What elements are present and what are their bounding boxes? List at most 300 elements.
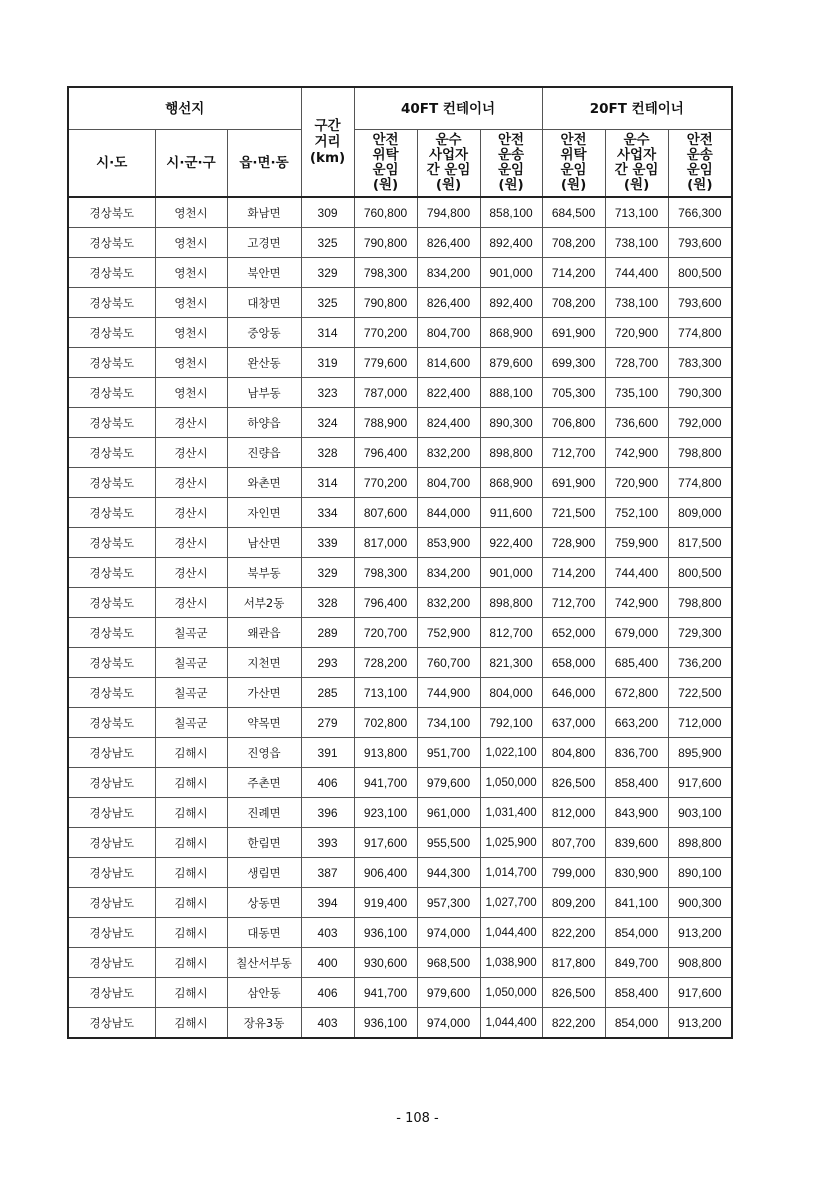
cell-eupmyeondong: 지천면 [227, 648, 301, 678]
cell-20ft-safe-transport: 908,800 [668, 948, 732, 978]
cell-20ft-safe-transport: 895,900 [668, 738, 732, 768]
cell-distance: 403 [301, 1008, 354, 1039]
cell-eupmyeondong: 왜관읍 [227, 618, 301, 648]
cell-40ft-safe-consign: 796,400 [354, 438, 417, 468]
cell-20ft-carrier: 836,700 [605, 738, 668, 768]
cell-distance: 323 [301, 378, 354, 408]
cell-40ft-safe-consign: 770,200 [354, 468, 417, 498]
cell-20ft-carrier: 849,700 [605, 948, 668, 978]
header-distance [301, 87, 354, 197]
cell-sido: 경상남도 [68, 828, 155, 858]
cell-sigungu: 경산시 [155, 498, 227, 528]
cell-40ft-carrier: 744,900 [417, 678, 480, 708]
cell-20ft-safe-transport: 903,100 [668, 798, 732, 828]
cell-20ft-safe-consign: 658,000 [542, 648, 605, 678]
cell-distance: 387 [301, 858, 354, 888]
cell-distance: 329 [301, 258, 354, 288]
cell-sido: 경상북도 [68, 498, 155, 528]
table-row [68, 948, 732, 978]
table-row [68, 888, 732, 918]
cell-eupmyeondong: 중앙동 [227, 318, 301, 348]
cell-20ft-carrier: 854,000 [605, 918, 668, 948]
cell-eupmyeondong: 가산면 [227, 678, 301, 708]
cell-20ft-safe-transport: 890,100 [668, 858, 732, 888]
table-row [68, 798, 732, 828]
cell-20ft-safe-transport: 783,300 [668, 348, 732, 378]
cell-20ft-carrier: 685,400 [605, 648, 668, 678]
table-row [68, 197, 732, 228]
cell-20ft-safe-transport: 800,500 [668, 258, 732, 288]
cell-20ft-safe-consign: 684,500 [542, 197, 605, 228]
table-row [68, 258, 732, 288]
cell-20ft-carrier: 672,800 [605, 678, 668, 708]
cell-20ft-safe-transport: 913,200 [668, 1008, 732, 1039]
table-row [68, 618, 732, 648]
cell-40ft-safe-transport: 1,050,000 [480, 768, 542, 798]
cell-distance: 394 [301, 888, 354, 918]
cell-sido: 경상북도 [68, 438, 155, 468]
cell-20ft-carrier: 858,400 [605, 768, 668, 798]
cell-eupmyeondong: 약목면 [227, 708, 301, 738]
cell-40ft-safe-consign: 913,800 [354, 738, 417, 768]
cell-distance: 339 [301, 528, 354, 558]
cell-eupmyeondong: 생림면 [227, 858, 301, 888]
table-row [68, 438, 732, 468]
cell-20ft-safe-consign: 826,500 [542, 978, 605, 1008]
cell-sigungu: 영천시 [155, 258, 227, 288]
table-row [68, 348, 732, 378]
header-40ft-safe-consign-rate: 안전 위탁 운임 (원) [354, 130, 417, 198]
cell-40ft-safe-transport: 901,000 [480, 258, 542, 288]
cell-distance: 393 [301, 828, 354, 858]
cell-sido: 경상북도 [68, 678, 155, 708]
table-row [68, 1008, 732, 1039]
header-20ft-container: 20FT 컨테이너 [542, 87, 732, 130]
cell-20ft-safe-consign: 728,900 [542, 528, 605, 558]
cell-40ft-carrier: 853,900 [417, 528, 480, 558]
cell-sido: 경상북도 [68, 618, 155, 648]
cell-distance: 406 [301, 978, 354, 1008]
cell-40ft-safe-consign: 720,700 [354, 618, 417, 648]
cell-40ft-carrier: 968,500 [417, 948, 480, 978]
cell-20ft-carrier: 830,900 [605, 858, 668, 888]
cell-40ft-carrier: 974,000 [417, 1008, 480, 1039]
header-sido: 시·도 [68, 130, 155, 198]
cell-20ft-carrier: 713,100 [605, 197, 668, 228]
cell-eupmyeondong: 북안면 [227, 258, 301, 288]
cell-eupmyeondong: 진례면 [227, 798, 301, 828]
cell-40ft-carrier: 824,400 [417, 408, 480, 438]
cell-20ft-safe-transport: 736,200 [668, 648, 732, 678]
cell-40ft-safe-consign: 728,200 [354, 648, 417, 678]
cell-sido: 경상북도 [68, 468, 155, 498]
cell-sigungu: 영천시 [155, 288, 227, 318]
cell-40ft-carrier: 826,400 [417, 288, 480, 318]
cell-sido: 경상북도 [68, 288, 155, 318]
cell-40ft-safe-consign: 790,800 [354, 228, 417, 258]
cell-eupmyeondong: 완산동 [227, 348, 301, 378]
cell-20ft-safe-consign: 637,000 [542, 708, 605, 738]
table-row [68, 708, 732, 738]
cell-sigungu: 영천시 [155, 348, 227, 378]
cell-sigungu: 영천시 [155, 197, 227, 228]
cell-20ft-safe-consign: 809,200 [542, 888, 605, 918]
cell-20ft-safe-transport: 712,000 [668, 708, 732, 738]
cell-40ft-safe-consign: 788,900 [354, 408, 417, 438]
cell-distance: 396 [301, 798, 354, 828]
cell-40ft-carrier: 832,200 [417, 588, 480, 618]
cell-20ft-safe-transport: 798,800 [668, 588, 732, 618]
header-destination: 행선지 [68, 87, 301, 130]
cell-sigungu: 경산시 [155, 468, 227, 498]
cell-20ft-safe-transport: 809,000 [668, 498, 732, 528]
cell-40ft-safe-transport: 911,600 [480, 498, 542, 528]
cell-sigungu: 김해시 [155, 978, 227, 1008]
cell-eupmyeondong: 서부2동 [227, 588, 301, 618]
header-eupmyeondong: 읍·면·동 [227, 130, 301, 198]
cell-20ft-safe-transport: 917,600 [668, 978, 732, 1008]
cell-eupmyeondong: 삼안동 [227, 978, 301, 1008]
cell-distance: 328 [301, 588, 354, 618]
cell-20ft-safe-transport: 913,200 [668, 918, 732, 948]
cell-40ft-carrier: 826,400 [417, 228, 480, 258]
cell-sigungu: 칠곡군 [155, 648, 227, 678]
cell-sigungu: 칠곡군 [155, 618, 227, 648]
table-body [68, 197, 732, 1038]
cell-20ft-carrier: 839,600 [605, 828, 668, 858]
cell-20ft-safe-consign: 691,900 [542, 318, 605, 348]
cell-sido: 경상북도 [68, 408, 155, 438]
cell-sigungu: 영천시 [155, 228, 227, 258]
cell-eupmyeondong: 진영읍 [227, 738, 301, 768]
cell-40ft-carrier: 804,700 [417, 318, 480, 348]
cell-sido: 경상북도 [68, 588, 155, 618]
cell-distance: 334 [301, 498, 354, 528]
cell-40ft-safe-transport: 1,050,000 [480, 978, 542, 1008]
cell-40ft-carrier: 844,000 [417, 498, 480, 528]
cell-40ft-safe-consign: 906,400 [354, 858, 417, 888]
cell-distance: 324 [301, 408, 354, 438]
cell-20ft-carrier: 742,900 [605, 588, 668, 618]
cell-20ft-safe-consign: 646,000 [542, 678, 605, 708]
cell-40ft-safe-transport: 1,038,900 [480, 948, 542, 978]
cell-distance: 314 [301, 468, 354, 498]
cell-40ft-safe-transport: 1,044,400 [480, 918, 542, 948]
cell-20ft-carrier: 663,200 [605, 708, 668, 738]
cell-40ft-safe-transport: 868,900 [480, 318, 542, 348]
cell-sido: 경상남도 [68, 918, 155, 948]
cell-eupmyeondong: 대창면 [227, 288, 301, 318]
cell-20ft-safe-transport: 793,600 [668, 228, 732, 258]
cell-40ft-safe-transport: 888,100 [480, 378, 542, 408]
cell-40ft-safe-consign: 936,100 [354, 1008, 417, 1039]
table-row [68, 678, 732, 708]
cell-40ft-safe-consign: 798,300 [354, 258, 417, 288]
cell-eupmyeondong: 화남면 [227, 197, 301, 228]
cell-40ft-safe-transport: 898,800 [480, 588, 542, 618]
cell-20ft-safe-consign: 817,800 [542, 948, 605, 978]
cell-eupmyeondong: 상동면 [227, 888, 301, 918]
cell-40ft-safe-transport: 821,300 [480, 648, 542, 678]
cell-20ft-carrier: 843,900 [605, 798, 668, 828]
cell-20ft-carrier: 744,400 [605, 258, 668, 288]
cell-20ft-carrier: 744,400 [605, 558, 668, 588]
cell-40ft-carrier: 804,700 [417, 468, 480, 498]
cell-20ft-safe-transport: 774,800 [668, 468, 732, 498]
cell-40ft-carrier: 951,700 [417, 738, 480, 768]
cell-40ft-safe-transport: 812,700 [480, 618, 542, 648]
cell-40ft-safe-transport: 858,100 [480, 197, 542, 228]
cell-40ft-carrier: 822,400 [417, 378, 480, 408]
cell-20ft-carrier: 738,100 [605, 288, 668, 318]
table-row [68, 978, 732, 1008]
cell-20ft-safe-transport: 790,300 [668, 378, 732, 408]
cell-40ft-safe-consign: 787,000 [354, 378, 417, 408]
cell-40ft-carrier: 834,200 [417, 258, 480, 288]
cell-20ft-safe-consign: 705,300 [542, 378, 605, 408]
cell-40ft-safe-consign: 779,600 [354, 348, 417, 378]
cell-40ft-carrier: 752,900 [417, 618, 480, 648]
cell-40ft-safe-consign: 702,800 [354, 708, 417, 738]
cell-40ft-carrier: 760,700 [417, 648, 480, 678]
cell-20ft-safe-transport: 800,500 [668, 558, 732, 588]
cell-40ft-safe-consign: 930,600 [354, 948, 417, 978]
cell-20ft-safe-consign: 712,700 [542, 438, 605, 468]
cell-sido: 경상북도 [68, 348, 155, 378]
cell-distance: 329 [301, 558, 354, 588]
header-distance-label: 구간 거리 (km) [309, 118, 346, 166]
cell-eupmyeondong: 대동면 [227, 918, 301, 948]
table-row [68, 588, 732, 618]
cell-distance: 391 [301, 738, 354, 768]
cell-40ft-safe-consign: 941,700 [354, 768, 417, 798]
cell-40ft-safe-transport: 1,022,100 [480, 738, 542, 768]
cell-40ft-carrier: 955,500 [417, 828, 480, 858]
cell-eupmyeondong: 와촌면 [227, 468, 301, 498]
cell-40ft-safe-consign: 760,800 [354, 197, 417, 228]
cell-40ft-safe-consign: 917,600 [354, 828, 417, 858]
cell-sido: 경상북도 [68, 708, 155, 738]
cell-sido: 경상남도 [68, 858, 155, 888]
cell-eupmyeondong: 자인면 [227, 498, 301, 528]
cell-distance: 325 [301, 228, 354, 258]
cell-20ft-carrier: 735,100 [605, 378, 668, 408]
cell-20ft-carrier: 759,900 [605, 528, 668, 558]
cell-40ft-carrier: 944,300 [417, 858, 480, 888]
cell-20ft-safe-consign: 708,200 [542, 228, 605, 258]
cell-20ft-safe-transport: 817,500 [668, 528, 732, 558]
cell-sido: 경상남도 [68, 798, 155, 828]
cell-20ft-carrier: 728,700 [605, 348, 668, 378]
cell-sigungu: 김해시 [155, 948, 227, 978]
table-row [68, 528, 732, 558]
cell-40ft-safe-transport: 1,025,900 [480, 828, 542, 858]
cell-20ft-safe-transport: 774,800 [668, 318, 732, 348]
cell-20ft-safe-consign: 712,700 [542, 588, 605, 618]
cell-sigungu: 김해시 [155, 1008, 227, 1039]
cell-sido: 경상남도 [68, 738, 155, 768]
cell-20ft-safe-consign: 807,700 [542, 828, 605, 858]
cell-eupmyeondong: 주촌면 [227, 768, 301, 798]
cell-eupmyeondong: 하양읍 [227, 408, 301, 438]
header-sigungu: 시·군·구 [155, 130, 227, 198]
cell-sigungu: 김해시 [155, 738, 227, 768]
cell-40ft-safe-consign: 713,100 [354, 678, 417, 708]
cell-40ft-carrier: 974,000 [417, 918, 480, 948]
cell-40ft-carrier: 979,600 [417, 978, 480, 1008]
cell-distance: 403 [301, 918, 354, 948]
cell-sido: 경상남도 [68, 768, 155, 798]
cell-sido: 경상남도 [68, 948, 155, 978]
cell-20ft-safe-transport: 917,600 [668, 768, 732, 798]
cell-sigungu: 경산시 [155, 558, 227, 588]
table-row [68, 858, 732, 888]
cell-40ft-carrier: 814,600 [417, 348, 480, 378]
cell-40ft-safe-transport: 898,800 [480, 438, 542, 468]
cell-20ft-carrier: 679,000 [605, 618, 668, 648]
cell-sido: 경상북도 [68, 378, 155, 408]
cell-20ft-carrier: 720,900 [605, 318, 668, 348]
cell-20ft-safe-consign: 652,000 [542, 618, 605, 648]
cell-20ft-safe-transport: 900,300 [668, 888, 732, 918]
cell-sigungu: 칠곡군 [155, 678, 227, 708]
cell-eupmyeondong: 남부동 [227, 378, 301, 408]
cell-40ft-safe-consign: 770,200 [354, 318, 417, 348]
header-20ft-safe-consign-rate: 안전 위탁 운임 (원) [542, 130, 605, 198]
cell-20ft-safe-transport: 793,600 [668, 288, 732, 318]
cell-sigungu: 영천시 [155, 378, 227, 408]
table-row [68, 828, 732, 858]
cell-40ft-safe-consign: 817,000 [354, 528, 417, 558]
cell-20ft-safe-consign: 822,200 [542, 918, 605, 948]
cell-20ft-carrier: 841,100 [605, 888, 668, 918]
page-number: - 108 - [396, 1111, 439, 1126]
cell-sigungu: 칠곡군 [155, 708, 227, 738]
cell-40ft-safe-consign: 796,400 [354, 588, 417, 618]
cell-40ft-safe-consign: 790,800 [354, 288, 417, 318]
cell-40ft-safe-transport: 890,300 [480, 408, 542, 438]
cell-distance: 406 [301, 768, 354, 798]
cell-eupmyeondong: 칠산서부동 [227, 948, 301, 978]
header-40ft-safe-transport-rate: 안전 운송 운임 (원) [480, 130, 542, 198]
cell-sigungu: 김해시 [155, 828, 227, 858]
cell-40ft-safe-transport: 1,014,700 [480, 858, 542, 888]
cell-distance: 309 [301, 197, 354, 228]
cell-40ft-safe-transport: 922,400 [480, 528, 542, 558]
cell-20ft-safe-consign: 691,900 [542, 468, 605, 498]
cell-40ft-safe-transport: 892,400 [480, 228, 542, 258]
cell-sido: 경상북도 [68, 648, 155, 678]
cell-20ft-safe-consign: 799,000 [542, 858, 605, 888]
cell-20ft-carrier: 720,900 [605, 468, 668, 498]
cell-40ft-safe-transport: 1,031,400 [480, 798, 542, 828]
cell-20ft-carrier: 738,100 [605, 228, 668, 258]
cell-20ft-safe-consign: 714,200 [542, 258, 605, 288]
cell-distance: 314 [301, 318, 354, 348]
cell-20ft-safe-transport: 766,300 [668, 197, 732, 228]
cell-distance: 400 [301, 948, 354, 978]
cell-40ft-safe-transport: 1,044,400 [480, 1008, 542, 1039]
header-20ft-safe-transport-rate: 안전 운송 운임 (원) [668, 130, 732, 198]
table-row [68, 918, 732, 948]
table-row [68, 468, 732, 498]
cell-40ft-carrier: 734,100 [417, 708, 480, 738]
cell-40ft-carrier: 794,800 [417, 197, 480, 228]
header-20ft-carrier-rate: 운수 사업자 간 운임 (원) [605, 130, 668, 198]
cell-sigungu: 영천시 [155, 318, 227, 348]
table-row [68, 378, 732, 408]
table-row [68, 738, 732, 768]
header-40ft-container: 40FT 컨테이너 [354, 87, 542, 130]
cell-20ft-safe-consign: 812,000 [542, 798, 605, 828]
table-row [68, 288, 732, 318]
cell-sido: 경상북도 [68, 558, 155, 588]
cell-40ft-carrier: 957,300 [417, 888, 480, 918]
cell-20ft-safe-consign: 826,500 [542, 768, 605, 798]
table-row [68, 318, 732, 348]
cell-sigungu: 김해시 [155, 858, 227, 888]
cell-sido: 경상북도 [68, 258, 155, 288]
cell-40ft-carrier: 834,200 [417, 558, 480, 588]
cell-20ft-safe-transport: 792,000 [668, 408, 732, 438]
table-row [68, 648, 732, 678]
cell-40ft-safe-transport: 892,400 [480, 288, 542, 318]
cell-20ft-safe-consign: 708,200 [542, 288, 605, 318]
cell-distance: 328 [301, 438, 354, 468]
cell-distance: 289 [301, 618, 354, 648]
cell-40ft-safe-consign: 798,300 [354, 558, 417, 588]
cell-40ft-safe-consign: 923,100 [354, 798, 417, 828]
table-row [68, 408, 732, 438]
cell-40ft-safe-consign: 807,600 [354, 498, 417, 528]
table-row [68, 228, 732, 258]
cell-sido: 경상북도 [68, 228, 155, 258]
cell-distance: 279 [301, 708, 354, 738]
cell-sido: 경상남도 [68, 1008, 155, 1039]
cell-40ft-carrier: 832,200 [417, 438, 480, 468]
cell-40ft-safe-transport: 901,000 [480, 558, 542, 588]
cell-sido: 경상북도 [68, 318, 155, 348]
cell-40ft-safe-transport: 1,027,700 [480, 888, 542, 918]
cell-40ft-carrier: 961,000 [417, 798, 480, 828]
cell-distance: 319 [301, 348, 354, 378]
cell-sigungu: 경산시 [155, 408, 227, 438]
cell-20ft-safe-consign: 714,200 [542, 558, 605, 588]
cell-40ft-carrier: 979,600 [417, 768, 480, 798]
cell-sigungu: 김해시 [155, 798, 227, 828]
cell-20ft-carrier: 858,400 [605, 978, 668, 1008]
cell-eupmyeondong: 한림면 [227, 828, 301, 858]
cell-20ft-safe-transport: 729,300 [668, 618, 732, 648]
cell-eupmyeondong: 남산면 [227, 528, 301, 558]
table-row [68, 558, 732, 588]
cell-40ft-safe-transport: 804,000 [480, 678, 542, 708]
cell-20ft-safe-transport: 898,800 [668, 828, 732, 858]
cell-20ft-carrier: 752,100 [605, 498, 668, 528]
cell-sigungu: 김해시 [155, 918, 227, 948]
table-row [68, 498, 732, 528]
cell-40ft-safe-transport: 879,600 [480, 348, 542, 378]
cell-20ft-safe-consign: 699,300 [542, 348, 605, 378]
cell-20ft-safe-consign: 706,800 [542, 408, 605, 438]
header-40ft-carrier-rate: 운수 사업자 간 운임 (원) [417, 130, 480, 198]
cell-sido: 경상남도 [68, 888, 155, 918]
cell-eupmyeondong: 고경면 [227, 228, 301, 258]
cell-40ft-safe-transport: 868,900 [480, 468, 542, 498]
cell-20ft-carrier: 736,600 [605, 408, 668, 438]
cell-20ft-safe-consign: 822,200 [542, 1008, 605, 1039]
cell-20ft-safe-transport: 722,500 [668, 678, 732, 708]
